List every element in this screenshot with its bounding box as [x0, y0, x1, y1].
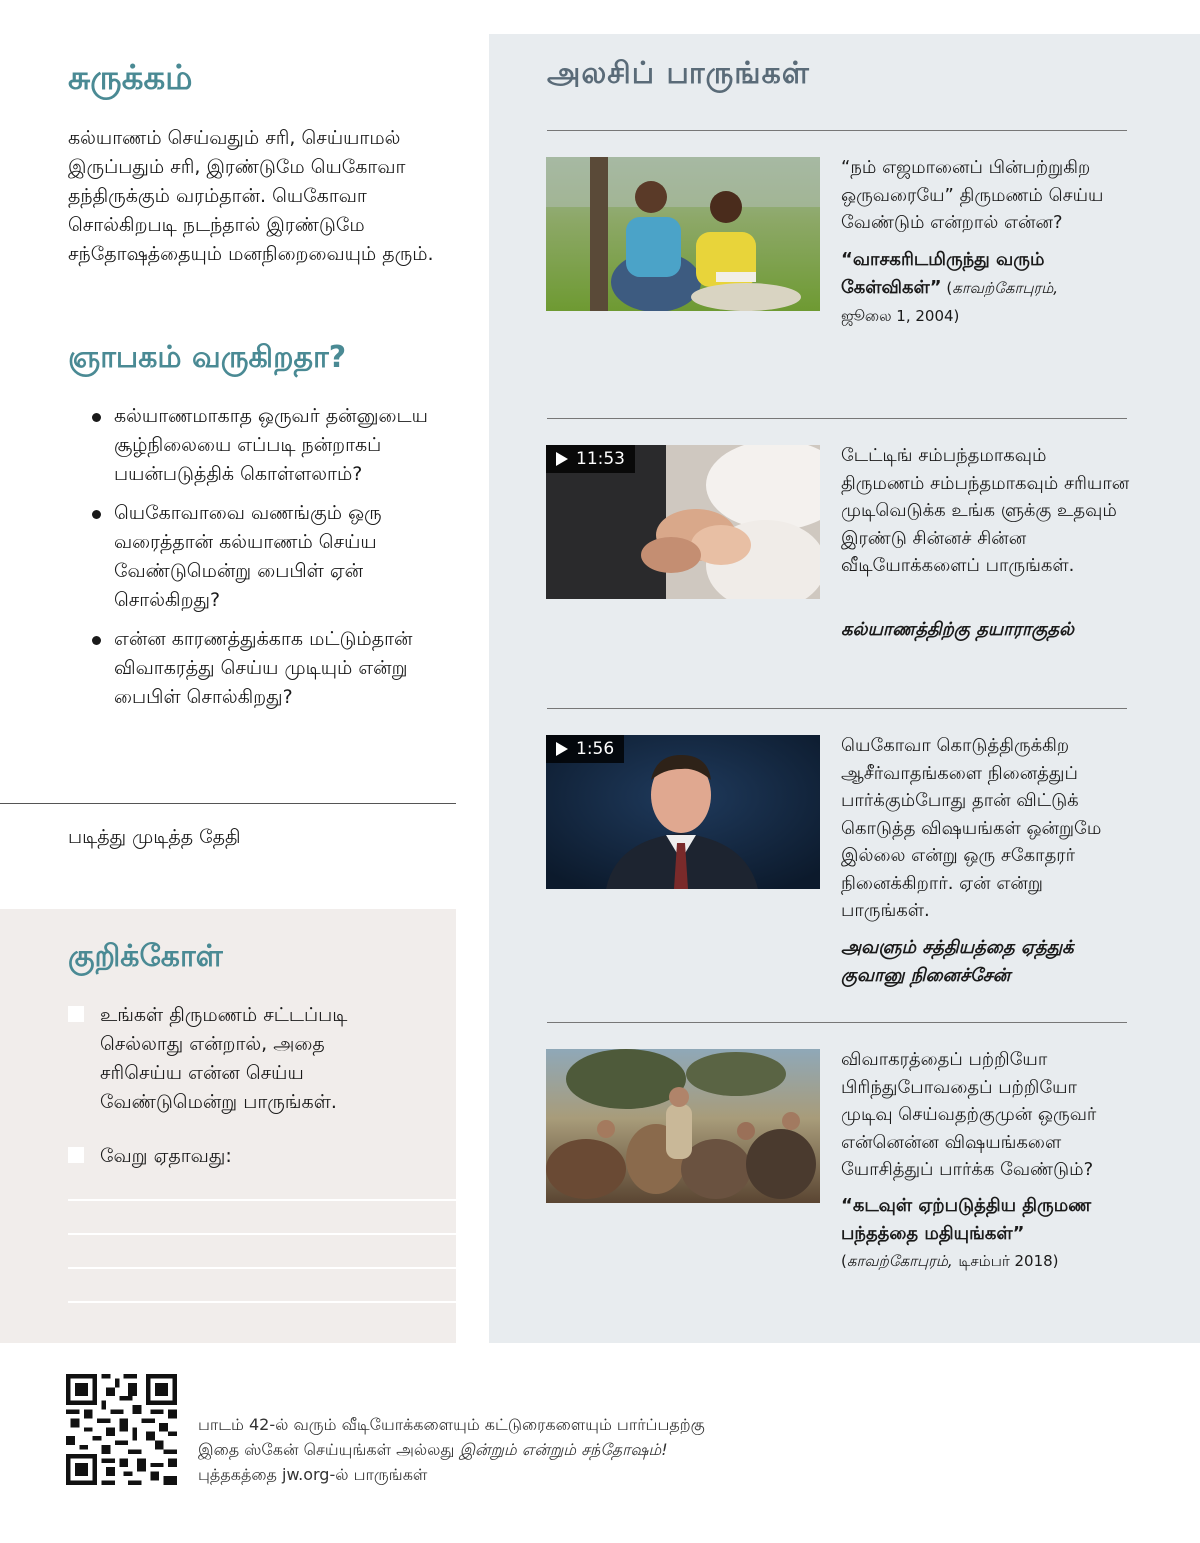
- video-title-link[interactable]: அவளும் சத்தியத்தை ஏத்துக் குவானு நினைச்சேன்: [841, 937, 1074, 986]
- divider: [547, 418, 1127, 419]
- divider: [547, 708, 1127, 709]
- goal-box: [0, 909, 456, 1343]
- writing-line[interactable]: [68, 1267, 456, 1269]
- writing-line[interactable]: [68, 1199, 456, 1201]
- book-title: இன்றும் என்றும் சந்தோஷம்!: [459, 1440, 668, 1459]
- entry-description: “நம் எஜமானைப் பின்பற்றுகிற ஒருவரையே” திருமணம் செய்ய வேண்டும் என்றால் என்ன?: [841, 157, 1104, 233]
- summary-text: கல்யாணம் செய்வதும் சரி, செய்யாமல் இருப்பதும் சரி, இரண்டுமே யெகோவா தந்திருக்கும் வரம்தான். யெகோவா சொல்கிறபடி நடந்தால் இரண்டுமே சந்தோஷத்தையும் மனநிறைவையும் தரும்.: [68, 127, 434, 265]
- entry-description: டேட்டிங் சம்பந்தமாகவும் திருமணம் சம்பந்தமாகவும் சரியான முடிவெடுக்க உங்க ளுக்கு உதவும் இரண்டு சின்னச் சின்ன வீடியோக்களைப் பாருங்கள்.: [841, 445, 1130, 576]
- article-title: “வாசகரிடமிருந்து வரும் கேள்விகள்”: [841, 249, 1045, 298]
- checkbox[interactable]: [68, 1147, 84, 1163]
- divider: [547, 1022, 1127, 1023]
- summary-title: சுருக்கம்: [68, 58, 193, 98]
- duration-badge: [546, 445, 635, 473]
- goal-item: [68, 1001, 398, 1117]
- article-title: “கடவுள் ஏற்படுத்திய திருமண பந்தத்தை மதியுங்கள்”: [841, 1195, 1092, 1244]
- publication-date: ஜூலை 1, 2004): [841, 307, 960, 325]
- footer-text: பாடம் 42-ல் வரும் வீடியோக்களையும் கட்டுரைகளையும் பார்ப்பதற்கு இதை ஸ்கேன் செய்யுங்கள் அல்லது இன்றும் என்றும் சந்தோஷம்! புத்தகத்தை jw.org-ல் பாருங்கள்: [198, 1415, 705, 1484]
- qr-code-icon: [66, 1374, 177, 1485]
- video-duration: 11:53: [576, 449, 625, 469]
- entry-description: யெகோவா கொடுத்திருக்கிற ஆசீர்வாதங்களை நினைத்துப் பார்க்கும்போது தான் விட்டுக் கொடுத்த விஷயங்கள் ஒன்றுமே இல்லை என்று ஒரு சகோதரர் நினைக்கிறார். ஏன் என்று பாருங்கள்.: [841, 735, 1102, 921]
- article-link[interactable]: “வாசகரிடமிருந்து வரும் கேள்விகள்” (காவற்கோபுரம், ஜூலை 1, 2004): [841, 249, 1059, 325]
- play-icon: [556, 452, 568, 466]
- play-icon: [556, 742, 568, 756]
- entry-description: விவாகரத்தைப் பற்றியோ பிரிந்துபோவதைப் பற்றியோ முடிவு செய்வதற்குமுன் ஒருவர் என்னென்ன விஷயங்களை யோசித்துப் பார்க்க வேண்டும்?: [841, 1049, 1097, 1180]
- article-thumbnail-crowd[interactable]: [546, 1049, 820, 1203]
- explore-panel: [489, 34, 1200, 1343]
- article-thumbnail-couple[interactable]: [546, 157, 820, 311]
- publication-name: காவற்கோபுரம்,: [846, 1252, 953, 1270]
- recall-list: [90, 402, 460, 722]
- duration-badge: [546, 735, 624, 763]
- publication-date: டிசம்பர் 2018): [958, 1252, 1059, 1270]
- recall-item: யெகோவாவை வணங்கும் ஒரு வரைத்தான் கல்யாணம் செய்ய வேண்டுமென்று பைபிள் ஏன் சொல்கிறது?: [90, 499, 460, 615]
- recall-title: ஞாபகம் வருகிறதா?: [68, 340, 347, 375]
- video-thumbnail-hands[interactable]: [546, 445, 820, 599]
- goal-item-label: வேறு ஏதாவது:: [100, 1145, 232, 1167]
- writing-line[interactable]: [68, 1301, 456, 1303]
- qr-code[interactable]: [66, 1374, 177, 1485]
- video-thumbnail-man[interactable]: [546, 735, 820, 889]
- goal-title: குறிக்கோள்: [68, 939, 223, 974]
- finished-date-label[interactable]: படித்து முடித்த தேதி: [68, 826, 241, 848]
- publication-name: காவற்கோபுரம்,: [952, 278, 1059, 297]
- checkbox[interactable]: [68, 1006, 84, 1022]
- couple-image: [546, 157, 820, 311]
- explore-title: அலசிப் பாருங்கள்: [547, 56, 810, 91]
- recall-item: கல்யாணமாகாத ஒருவர் தன்னுடைய சூழ்நிலையை எப்படி நன்றாகப் பயன்படுத்திக் கொள்ளலாம்?: [90, 402, 460, 489]
- divider: [547, 130, 1127, 131]
- video-duration: 1:56: [576, 739, 615, 759]
- divider: [0, 803, 456, 804]
- writing-line[interactable]: [68, 1233, 456, 1235]
- video-title-link[interactable]: கல்யாணத்திற்கு தயாராகுதல்: [841, 619, 1074, 640]
- goal-item-label: உங்கள் திருமணம் சட்டப்படி செல்லாது என்றால், அதை சரிசெய்ய என்ன செய்ய வேண்டுமென்று பாருங்கள்.: [100, 1004, 348, 1113]
- recall-item: என்ன காரணத்துக்காக மட்டும்தான் விவாகரத்து செய்ய முடியும் என்று பைபிள் சொல்கிறது?: [90, 625, 460, 712]
- goal-item: [68, 1142, 398, 1171]
- article-link[interactable]: “கடவுள் ஏற்படுத்திய திருமண பந்தத்தை மதியுங்கள்” (காவற்கோபுரம், டிசம்பர் 2018): [841, 1195, 1092, 1270]
- crowd-image: [546, 1049, 820, 1203]
